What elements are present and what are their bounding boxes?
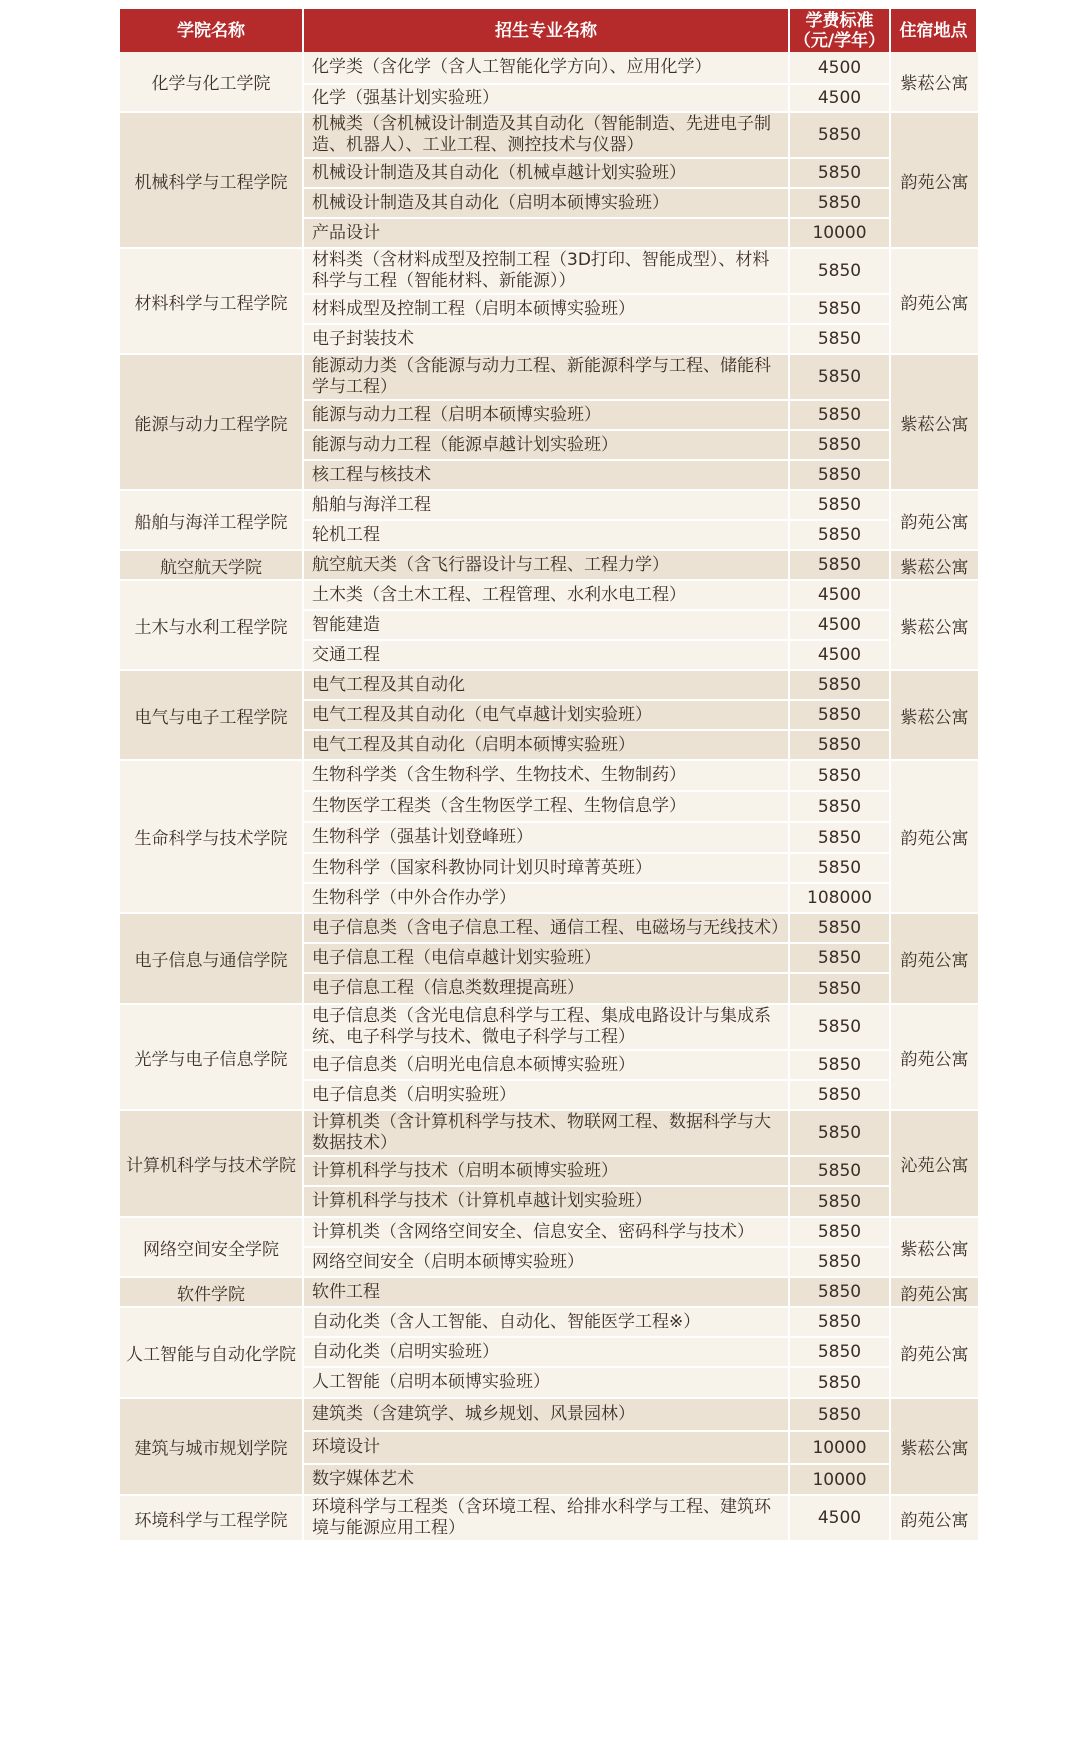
tuition-fee-cell: 5850 [790,823,891,854]
major-name-cell: 船舶与海洋工程 [304,491,790,521]
major-name-cell: 能源与动力工程（启明本硕博实验班） [304,401,790,431]
tuition-fee-cell: 4500 [790,1496,891,1542]
college-name-cell: 建筑与城市规划学院 [120,1399,304,1496]
tuition-fee-cell: 5850 [790,431,891,461]
dorm-location-cell: 韵苑公寓 [891,113,978,249]
major-name-cell: 电子信息类（启明光电信息本硕博实验班） [304,1051,790,1081]
major-name-cell: 产品设计 [304,219,790,249]
tuition-fee-cell: 5850 [790,974,891,1005]
major-name-cell: 土木类（含土木工程、工程管理、水利水电工程） [304,581,790,611]
major-name-cell: 能源与动力工程（能源卓越计划实验班） [304,431,790,461]
dorm-location-cell: 紫菘公寓 [891,551,978,581]
tuition-fee-cell: 4500 [790,581,891,611]
college-name-cell: 计算机科学与技术学院 [120,1111,304,1218]
college-name-cell: 船舶与海洋工程学院 [120,491,304,551]
college-name-cell: 电子信息与通信学院 [120,914,304,1005]
dorm-location-cell: 韵苑公寓 [891,1496,978,1542]
tuition-fee-cell: 5850 [790,854,891,884]
major-name-cell: 环境设计 [304,1432,790,1465]
college-name-cell: 电气与电子工程学院 [120,671,304,761]
header-college: 学院名称 [120,9,304,52]
college-name-cell: 光学与电子信息学院 [120,1005,304,1111]
major-name-cell: 化学类（含化学（含人工智能化学方向）、应用化学） [304,52,790,85]
tuition-fee-cell: 5850 [790,461,891,491]
tuition-fee-cell: 5850 [790,671,891,701]
major-name-cell: 电子封装技术 [304,325,790,355]
header-dorm: 住宿地点 [891,9,978,52]
dorm-location-cell: 紫菘公寓 [891,1218,978,1278]
tuition-fee-cell: 5850 [790,325,891,355]
college-name-cell: 材料科学与工程学院 [120,249,304,355]
major-name-cell: 核工程与核技术 [304,461,790,491]
dorm-location-cell: 紫菘公寓 [891,52,978,113]
dorm-location-cell: 紫菘公寓 [891,581,978,671]
tuition-fee-cell: 5850 [790,401,891,431]
college-name-cell: 航空航天学院 [120,551,304,581]
major-name-cell: 航空航天类（含飞行器设计与工程、工程力学） [304,551,790,581]
major-name-cell: 自动化类（启明实验班） [304,1338,790,1368]
major-name-cell: 电子信息工程（信息类数理提高班） [304,974,790,1005]
tuition-fee-cell: 5850 [790,1157,891,1187]
tuition-fee-cell: 5850 [790,295,891,325]
tuition-fee-cell: 10000 [790,1465,891,1496]
tuition-fee-cell: 4500 [790,52,891,85]
major-name-cell: 计算机类（含网络空间安全、信息安全、密码科学与技术） [304,1218,790,1248]
college-name-cell: 土木与水利工程学院 [120,581,304,671]
major-name-cell: 计算机科学与技术（启明本硕博实验班） [304,1157,790,1187]
tuition-fee-cell: 5850 [790,1248,891,1278]
dorm-location-cell: 沁苑公寓 [891,1111,978,1218]
tuition-fee-cell: 5850 [790,491,891,521]
major-name-cell: 材料成型及控制工程（启明本硕博实验班） [304,295,790,325]
tuition-fee-cell: 5850 [790,1111,891,1157]
major-name-cell: 建筑类（含建筑学、城乡规划、风景园林） [304,1399,790,1432]
tuition-fee-cell: 108000 [790,884,891,914]
major-name-cell: 软件工程 [304,1278,790,1308]
college-name-cell: 化学与化工学院 [120,52,304,113]
major-name-cell: 机械设计制造及其自动化（启明本硕博实验班） [304,189,790,219]
dorm-location-cell: 韵苑公寓 [891,1278,978,1308]
major-name-cell: 生物科学（中外合作办学） [304,884,790,914]
college-name-cell: 环境科学与工程学院 [120,1496,304,1542]
major-name-cell: 数字媒体艺术 [304,1465,790,1496]
tuition-fee-cell: 4500 [790,641,891,671]
dorm-location-cell: 韵苑公寓 [891,491,978,551]
dorm-location-cell: 紫菘公寓 [891,355,978,491]
tuition-fee-cell: 4500 [790,611,891,641]
tuition-fee-cell: 5850 [790,1368,891,1399]
tuition-fee-cell: 5850 [790,701,891,731]
tuition-fee-cell: 4500 [790,85,891,113]
header-major: 招生专业名称 [304,9,790,52]
college-name-cell: 生命科学与技术学院 [120,761,304,914]
tuition-fee-cell: 10000 [790,1432,891,1465]
major-name-cell: 机械类（含机械设计制造及其自动化（智能制造、先进电子制造、机器人）、工业工程、测控技术与仪器） [304,113,790,159]
dorm-location-cell: 韵苑公寓 [891,761,978,914]
dorm-location-cell: 韵苑公寓 [891,1005,978,1111]
college-name-cell: 能源与动力工程学院 [120,355,304,491]
dorm-location-cell: 韵苑公寓 [891,914,978,1005]
major-name-cell: 能源动力类（含能源与动力工程、新能源科学与工程、储能科学与工程） [304,355,790,401]
tuition-fee-cell: 5850 [790,159,891,189]
major-name-cell: 生物医学工程类（含生物医学工程、生物信息学） [304,792,790,823]
major-name-cell: 生物科学（强基计划登峰班） [304,823,790,854]
major-name-cell: 机械设计制造及其自动化（机械卓越计划实验班） [304,159,790,189]
major-name-cell: 人工智能（启明本硕博实验班） [304,1368,790,1399]
major-name-cell: 化学（强基计划实验班） [304,85,790,113]
college-name-cell: 网络空间安全学院 [120,1218,304,1278]
tuition-fee-cell: 5850 [790,355,891,401]
major-name-cell: 电子信息工程（电信卓越计划实验班） [304,944,790,974]
tuition-fee-cell: 5850 [790,249,891,295]
major-name-cell: 自动化类（含人工智能、自动化、智能医学工程※） [304,1308,790,1338]
tuition-table [120,9,978,1542]
dorm-location-cell: 紫菘公寓 [891,671,978,761]
tuition-fee-cell: 5850 [790,792,891,823]
major-name-cell: 生物科学（国家科教协同计划贝时璋菁英班） [304,854,790,884]
college-name-cell: 机械科学与工程学院 [120,113,304,249]
major-name-cell: 生物科学类（含生物科学、生物技术、生物制药） [304,761,790,792]
major-name-cell: 计算机类（含计算机科学与技术、物联网工程、数据科学与大数据技术） [304,1111,790,1157]
dorm-location-cell: 韵苑公寓 [891,1308,978,1399]
major-name-cell: 环境科学与工程类（含环境工程、给排水科学与工程、建筑环境与能源应用工程） [304,1496,790,1542]
tuition-fee-cell: 5850 [790,731,891,761]
header-fee: 学费标准 （元/学年） [790,9,891,52]
tuition-fee-cell: 5850 [790,1399,891,1432]
tuition-fee-cell: 5850 [790,189,891,219]
tuition-fee-cell: 5850 [790,521,891,551]
tuition-fee-cell: 5850 [790,944,891,974]
major-name-cell: 网络空间安全（启明本硕博实验班） [304,1248,790,1278]
major-name-cell: 交通工程 [304,641,790,671]
tuition-fee-cell: 5850 [790,1051,891,1081]
major-name-cell: 电子信息类（含光电信息科学与工程、集成电路设计与集成系统、电子科学与技术、微电子科学与工程） [304,1005,790,1051]
tuition-fee-cell: 5850 [790,1081,891,1111]
major-name-cell: 电子信息类（启明实验班） [304,1081,790,1111]
major-name-cell: 计算机科学与技术（计算机卓越计划实验班） [304,1187,790,1218]
tuition-fee-cell: 5850 [790,1308,891,1338]
college-name-cell: 软件学院 [120,1278,304,1308]
major-name-cell: 智能建造 [304,611,790,641]
major-name-cell: 电气工程及其自动化（电气卓越计划实验班） [304,701,790,731]
tuition-fee-cell: 5850 [790,1278,891,1308]
major-name-cell: 电子信息类（含电子信息工程、通信工程、电磁场与无线技术） [304,914,790,944]
dorm-location-cell: 紫菘公寓 [891,1399,978,1496]
tuition-fee-cell: 5850 [790,1338,891,1368]
tuition-fee-cell: 5850 [790,1218,891,1248]
tuition-fee-cell: 5850 [790,551,891,581]
tuition-fee-cell: 5850 [790,1005,891,1051]
tuition-fee-cell: 5850 [790,1187,891,1218]
tuition-fee-cell: 10000 [790,219,891,249]
tuition-fee-cell: 5850 [790,761,891,792]
college-name-cell: 人工智能与自动化学院 [120,1308,304,1399]
major-name-cell: 电气工程及其自动化 [304,671,790,701]
major-name-cell: 材料类（含材料成型及控制工程（3D打印、智能成型）、材料科学与工程（智能材料、新能源）） [304,249,790,295]
major-name-cell: 电气工程及其自动化（启明本硕博实验班） [304,731,790,761]
dorm-location-cell: 韵苑公寓 [891,249,978,355]
tuition-fee-cell: 5850 [790,113,891,159]
tuition-fee-cell: 5850 [790,914,891,944]
major-name-cell: 轮机工程 [304,521,790,551]
